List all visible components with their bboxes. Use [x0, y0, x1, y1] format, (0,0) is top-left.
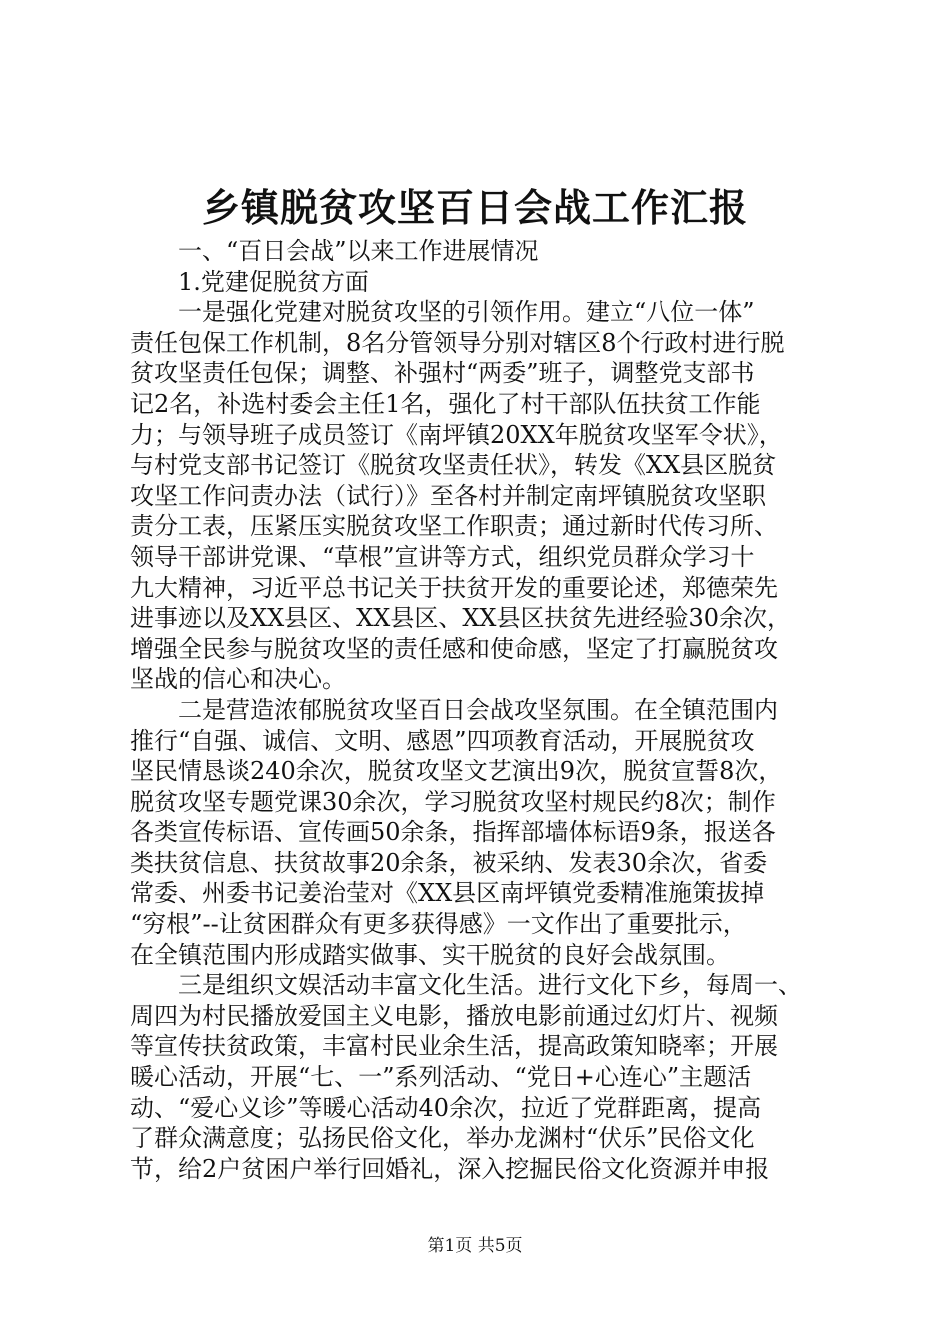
text-line: 坚战的信心和决心。 [130, 665, 346, 694]
text-line: 节，给2户贫困户举行回婚礼，深入挖掘民俗文化资源并申报 [130, 1154, 770, 1183]
text-line: 坚民情恳谈240余次，脱贫攻坚文艺演出9次，脱贫宣誓8次， [130, 757, 783, 786]
text-line: 常委、州委书记姜治莹对《XX县区南坪镇党委精准施策拔掉 [130, 879, 765, 908]
text-line: 暖心活动，开展“七、一”系列活动、“党日+心连心”主题活 [130, 1063, 752, 1092]
document-title: 乡镇脱贫攻坚百日会战工作汇报 [201, 185, 748, 230]
text-line: 二是营造浓郁脱贫攻坚百日会战攻坚氛围。在全镇范围内 [130, 695, 778, 724]
text-line: 增强全民参与脱贫攻坚的责任感和使命感，坚定了打赢脱贫攻 [130, 634, 778, 663]
text-line: 九大精神，习近平总书记关于扶贫开发的重要论述，郑德荣先 [130, 573, 778, 602]
text-line: 在全镇范围内形成踏实做事、实干脱贫的良好会战氛围。 [130, 940, 730, 969]
page-footer: 第1页 共5页 [427, 1236, 523, 1256]
text-line: 动、“爱心义诊”等暖心活动40余次，拉近了党群距离，提高 [130, 1093, 762, 1122]
text-line: 类扶贫信息、扶贫故事20余条，被采纳、发表30余次，省委 [130, 848, 768, 877]
text-line: 一是强化党建对脱贫攻坚的引领作用。建立“八位一体” [130, 298, 755, 327]
text-line: “穷根”--让贫困群众有更多获得感》一文作出了重要批示， [130, 910, 747, 939]
text-line: 进事迹以及XX县区、XX县区、XX县区扶贫先进经验30余次， [130, 604, 792, 633]
text-line: 记2名，补选村委会主任1名，强化了村干部队伍扶贫工作能 [130, 389, 761, 418]
text-line: 贫攻坚责任包保；调整、补强村“两委”班子，调整党支部书 [130, 359, 755, 388]
text-line: 领导干部讲党课、“草根”宣讲等方式，组织党员群众学习十 [130, 542, 755, 571]
text-line: 责任包保工作机制，8名分管领导分别对辖区8个行政村进行脱 [130, 328, 785, 357]
text-line: 等宣传扶贫政策，丰富村民业余生活，提高政策知晓率；开展 [130, 1032, 778, 1061]
text-line: 责分工表，压紧压实脱贫攻坚工作职责；通过新时代传习所、 [130, 512, 778, 541]
text-line: 了群众满意度；弘扬民俗文化，举办龙渊村“伏乐”民俗文化 [130, 1124, 755, 1153]
text-line: 各类宣传标语、宣传画50余条，指挥部墙体标语9条，报送各 [130, 818, 776, 847]
text-line: 一、“百日会战”以来工作进展情况 [130, 237, 539, 265]
text-line: 与村党支部书记签订《脱贫攻坚责任状》，转发《XX县区脱贫 [130, 451, 777, 480]
text-line: 脱贫攻坚专题党课30余次，学习脱贫攻坚村规民约8次；制作 [130, 787, 776, 816]
text-line: 1.党建促脱贫方面 [130, 267, 369, 296]
document-body [130, 236, 830, 1184]
text-line: 力；与领导班子成员签订《南坪镇20XX年脱贫攻坚军令状》， [130, 420, 783, 449]
text-line: 三是组织文娱活动丰富文化生活。进行文化下乡，每周一、 [130, 971, 802, 1000]
text-line: 推行“自强、诚信、文明、感恩”四项教育活动，开展脱贫攻 [130, 726, 755, 755]
text-line: 攻坚工作问责办法（试行）》至各村并制定南坪镇脱贫攻坚职 [130, 481, 766, 510]
text-line: 周四为村民播放爱国主义电影，播放电影前通过幻灯片、视频 [130, 1001, 778, 1030]
